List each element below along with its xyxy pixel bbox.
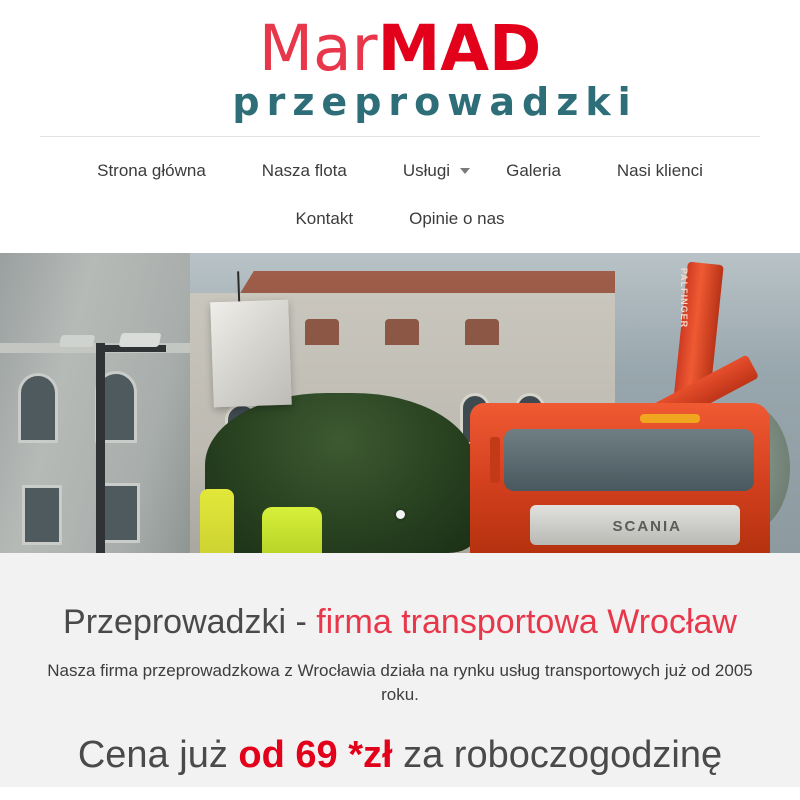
site-logo[interactable] bbox=[0, 0, 800, 124]
nav-label: Galeria bbox=[506, 161, 561, 180]
nav-label: Usługi bbox=[402, 161, 451, 180]
logo-tagline: przeprowadzki bbox=[232, 80, 638, 124]
truck-mirror bbox=[490, 437, 500, 483]
headline-accent-1: firma transportowa bbox=[316, 603, 598, 641]
logo-wordmark bbox=[0, 14, 800, 84]
chevron-down-icon[interactable] bbox=[460, 168, 470, 174]
lamp-post bbox=[96, 343, 105, 553]
hero-slider[interactable] bbox=[0, 253, 800, 553]
main-navigation bbox=[40, 136, 760, 237]
nav-row-primary bbox=[40, 153, 760, 189]
dormer bbox=[305, 319, 339, 345]
page-title bbox=[40, 601, 760, 643]
dormer bbox=[465, 319, 499, 345]
intro-paragraph: Nasza firma przeprowadzkowa z Wrocławia działa na rynku usług transportowych już od 2005 roku. bbox=[47, 661, 753, 704]
lamp-head bbox=[59, 335, 96, 347]
nav-item-uslugi[interactable] bbox=[375, 153, 478, 189]
nav-item-opinie-o-nas[interactable] bbox=[381, 201, 532, 237]
worker-figure bbox=[200, 489, 234, 553]
nav-row-secondary bbox=[40, 201, 760, 237]
nav-label: Nasi klienci bbox=[616, 161, 703, 180]
lamp-head bbox=[119, 333, 162, 347]
logo-text-mar: Mar bbox=[258, 12, 378, 85]
nav-label: Opinie o nas bbox=[409, 209, 505, 228]
worker-figure bbox=[262, 507, 322, 553]
nav-item-nasi-klienci[interactable] bbox=[589, 153, 731, 189]
truck-roof-lights bbox=[640, 414, 700, 423]
slider-dot[interactable] bbox=[396, 510, 405, 519]
price-value: od 69 *zł bbox=[238, 734, 393, 776]
truck-brand-label: SCANIA bbox=[612, 518, 682, 535]
nav-item-strona-glowna[interactable] bbox=[69, 153, 234, 189]
window bbox=[22, 485, 62, 545]
hedge bbox=[205, 393, 475, 553]
dormer bbox=[385, 319, 419, 345]
nav-item-galeria[interactable] bbox=[478, 153, 589, 189]
window bbox=[18, 373, 58, 443]
nav-label: Strona główna bbox=[97, 161, 206, 180]
window bbox=[100, 483, 140, 543]
nav-label: Nasza flota bbox=[261, 161, 347, 180]
nav-label: Kontakt bbox=[295, 209, 354, 228]
nav-item-kontakt[interactable] bbox=[267, 201, 381, 237]
wrapped-load bbox=[210, 300, 292, 408]
headline-plain: Przeprowadzki - bbox=[63, 603, 317, 641]
logo-text-mad: MAD bbox=[377, 12, 542, 85]
headline-accent-2: Wrocław bbox=[607, 603, 737, 641]
intro-section bbox=[0, 553, 800, 787]
crane-brand-label: PALFINGER bbox=[678, 267, 689, 329]
price-suffix: za roboczogodzinę bbox=[392, 734, 723, 776]
building-left bbox=[0, 253, 190, 553]
price-highlight bbox=[40, 733, 760, 777]
nav-item-nasza-flota[interactable] bbox=[234, 153, 375, 189]
price-prefix: Cena już bbox=[77, 734, 239, 776]
truck-windshield bbox=[504, 429, 754, 491]
